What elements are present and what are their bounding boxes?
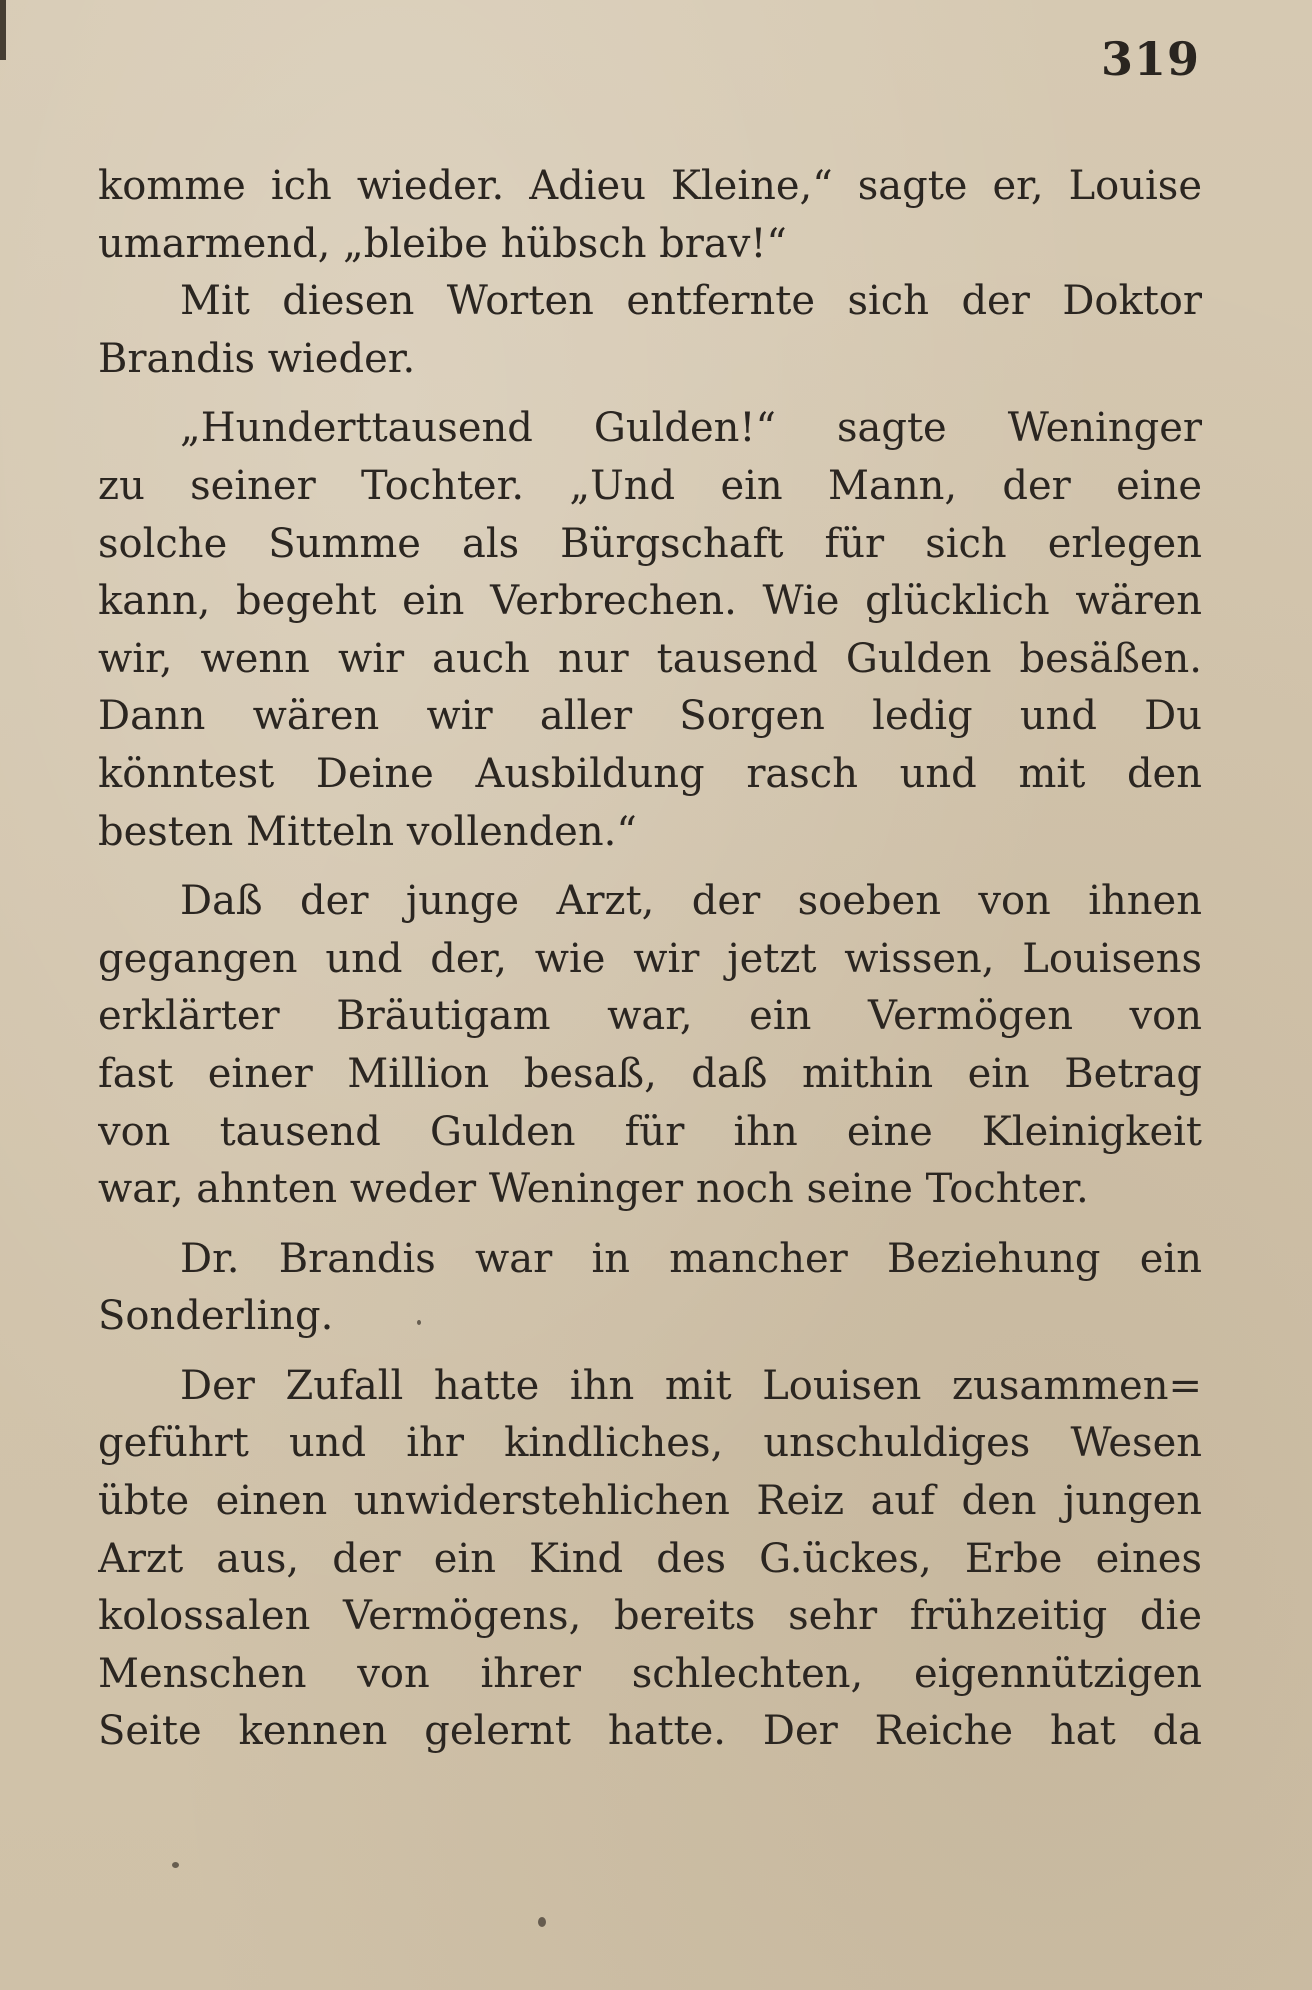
text-line: Arzt aus, der ein Kind des G.ückes, Erbe eines	[98, 1535, 1202, 1582]
text-line: Mit diesen Worten entfernte sich der Doktor	[180, 278, 1202, 325]
text-line: Sonderling.	[98, 1293, 334, 1340]
text-line: Dr. Brandis war in mancher Beziehung ein	[180, 1235, 1202, 1282]
paragraph-gap	[98, 861, 1202, 873]
text-line: übte einen unwiderstehlichen Reiz auf den jungen	[98, 1478, 1202, 1525]
text-line: Seite kennen gelernt hatte. Der Reiche hat da	[98, 1708, 1202, 1755]
text-line: umarmend, „bleibe hübsch brav!“	[98, 220, 787, 267]
text-line: Daß der junge Arzt, der soeben von ihnen	[180, 878, 1202, 925]
text-line: komme ich wieder. Adieu Kleine,“ sagte er, Louise	[98, 163, 1202, 209]
text-line: solche Summe als Bürgschaft für sich erlegen	[98, 520, 1202, 567]
text-line: Der Zufall hatte ihn mit Louisen zusammen=	[180, 1362, 1202, 1409]
page-edge-shadow	[0, 0, 6, 60]
paragraph-gap	[98, 1219, 1202, 1231]
text-line: von tausend Gulden für ihn eine Kleinigkeit	[98, 1108, 1202, 1155]
paragraph-gap	[98, 1346, 1202, 1358]
text-line: könntest Deine Ausbildung rasch und mit den	[98, 750, 1202, 797]
text-line: war, ahnten weder Weninger noch seine Tochter.	[98, 1166, 1089, 1213]
text-line: Dann wären wir aller Sorgen ledig und Du	[98, 693, 1202, 740]
text-line: Menschen von ihrer schlechten, eigennützigen	[98, 1650, 1202, 1697]
text-line: kann, begeht ein Verbrechen. Wie glücklich wären	[98, 578, 1202, 625]
body-text	[98, 158, 1202, 1761]
page-number: 319	[1100, 32, 1200, 86]
paper-speck	[538, 1917, 546, 1927]
text-line: besten Mitteln vollenden.“	[98, 808, 637, 855]
text-line: wir, wenn wir auch nur tausend Gulden besäßen.	[98, 635, 1202, 682]
paper-speck	[172, 1862, 179, 1868]
text-line: erklärter Bräutigam war, ein Vermögen von	[98, 993, 1202, 1040]
text-line: zu seiner Tochter. „Und ein Mann, der eine	[98, 462, 1202, 509]
text-line: kolossalen Vermögens, bereits sehr frühzeitig die	[98, 1593, 1202, 1640]
text-line: geführt und ihr kindliches, unschuldiges Wesen	[98, 1420, 1202, 1467]
text-line: Brandis wieder.	[98, 335, 416, 382]
text-line: fast einer Million besaß, daß mithin ein Betrag	[98, 1050, 1202, 1097]
text-line: gegangen und der, wie wir jetzt wissen, Louisens	[98, 935, 1202, 982]
paragraph-gap	[98, 388, 1202, 400]
text-line: „Hunderttausend Gulden!“ sagte Weninger	[180, 405, 1202, 452]
paper-speck	[417, 1320, 421, 1325]
